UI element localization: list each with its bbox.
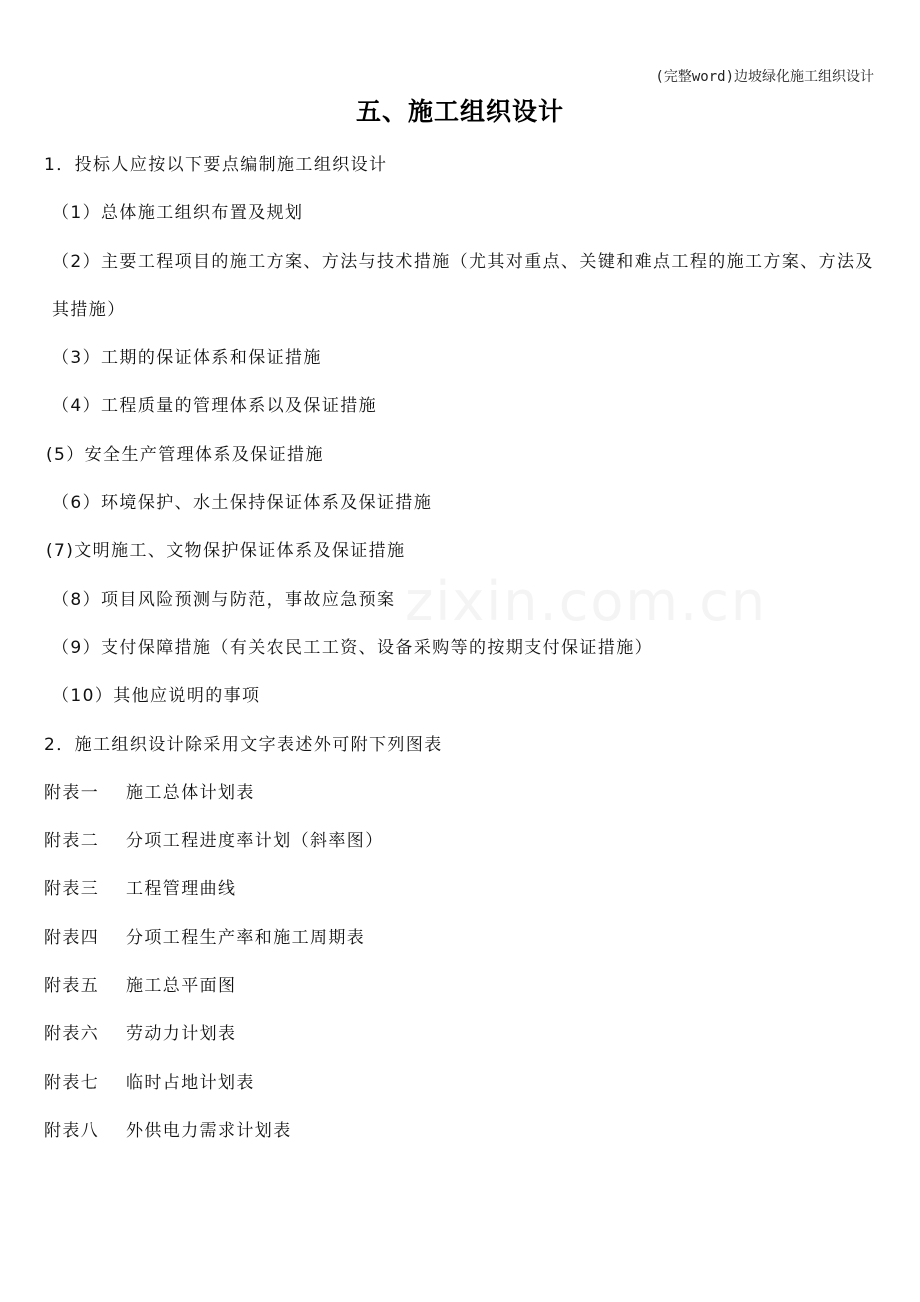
attachment-label: 附表三 <box>44 879 100 900</box>
attachment-label: 附表二 <box>44 831 100 852</box>
attachment-item <box>44 914 884 962</box>
header-note: (完整word)边坡绿化施工组织设计 <box>655 69 874 85</box>
attachment-item <box>44 1010 884 1058</box>
list-item: （4）工程质量的管理体系以及保证措施 <box>52 396 378 417</box>
list-item: （2）主要工程项目的施工方案、方法与技术措施（尤其对重点、关键和难点工程的施工方案、方法及其措施） <box>52 251 874 320</box>
list-item: （9）支付保障措施（有关农民工工资、设备采购等的按期支付保证措施） <box>52 637 654 658</box>
attachment-text: 施工总平面图 <box>126 976 237 997</box>
page-title: 五、施工组织设计 <box>355 97 564 126</box>
attachment-label: 附表八 <box>44 1120 100 1141</box>
attachment-text: 施工总体计划表 <box>126 782 255 803</box>
attachment-label: 附表一 <box>44 782 100 803</box>
list-item: (5）安全生产管理体系及保证措施 <box>46 444 324 465</box>
list-item: （6）环境保护、水土保持保证体系及保证措施 <box>52 493 433 514</box>
attachment-item <box>44 1107 884 1155</box>
attachment-label: 附表四 <box>44 927 100 948</box>
attachment-text: 分项工程进度率计划（斜率图） <box>126 831 384 852</box>
document-body <box>44 141 884 1155</box>
attachment-text: 分项工程生产率和施工周期表 <box>126 927 366 948</box>
section2-heading: 2．施工组织设计除采用文字表述外可附下列图表 <box>44 734 443 755</box>
list-item: (7)文明施工、文物保护保证体系及保证措施 <box>46 541 406 562</box>
attachment-item <box>44 865 884 913</box>
section1-heading: 1．投标人应按以下要点编制施工组织设计 <box>44 155 388 175</box>
attachment-item <box>44 1059 884 1107</box>
attachment-item <box>44 769 884 817</box>
watermark: zixin.com.cn <box>405 570 768 633</box>
attachment-item <box>44 817 884 865</box>
list-item: （8）项目风险预测与防范，事故应急预案 <box>52 589 396 610</box>
attachment-label: 附表七 <box>44 1072 100 1093</box>
list-item: （3）工期的保证体系和保证措施 <box>52 348 322 369</box>
attachment-text: 劳动力计划表 <box>126 1024 237 1045</box>
attachment-text: 外供电力需求计划表 <box>126 1120 292 1141</box>
list-item: （1）总体施工组织布置及规划 <box>52 203 304 224</box>
attachment-label: 附表六 <box>44 1024 100 1045</box>
attachment-item <box>44 962 884 1010</box>
attachment-text: 临时占地计划表 <box>126 1072 255 1093</box>
list-item: （10）其他应说明的事项 <box>52 686 261 707</box>
attachment-text: 工程管理曲线 <box>126 879 237 900</box>
attachment-label: 附表五 <box>44 976 100 997</box>
